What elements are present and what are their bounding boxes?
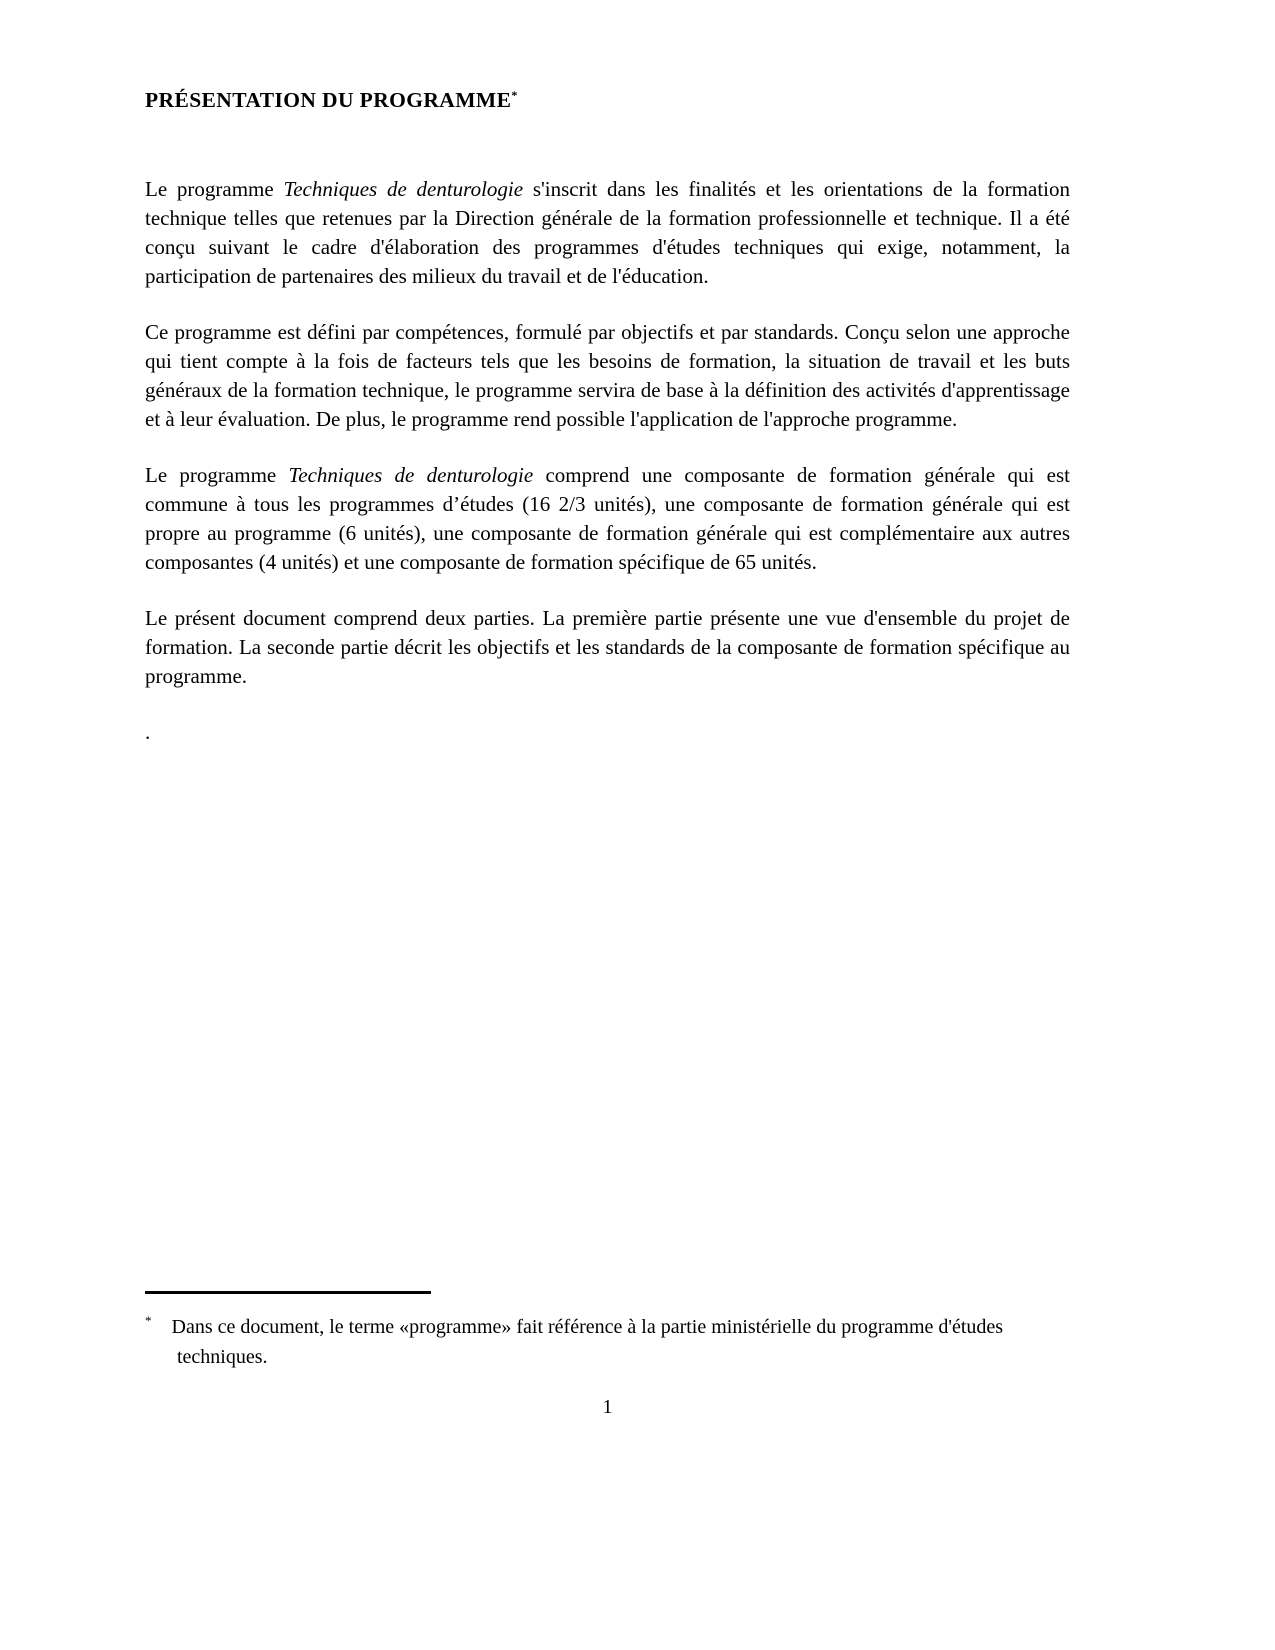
page-title (145, 88, 1070, 113)
title-footnote-marker: * (511, 87, 518, 102)
footnote (145, 1312, 1035, 1372)
paragraph-1 (145, 175, 1070, 291)
footnote-text: Dans ce document, le terme «programme» fait référence à la partie ministérielle du programme d'études techniques. (171, 1316, 1004, 1368)
page-number: 1 (602, 1396, 613, 1418)
paragraph-3 (145, 461, 1070, 577)
document-content (145, 88, 1070, 747)
paragraph-1-seg-1: Le programme (145, 177, 284, 201)
paragraph-3-italic: Techniques de denturologie (288, 463, 534, 487)
paragraph-1-italic: Techniques de denturologie (283, 177, 524, 201)
paragraph-4 (145, 604, 1070, 691)
paragraph-2 (145, 318, 1070, 434)
paragraph-1-seg-3: s'inscrit dans les finalités et les orientations de la formation technique telles que retenues par la Direction générale de la formation professionnelle et technique. Il a été conçu suivant le cadre d'élaboration des programmes d'études techniques qui exige, notamment, la participation de partenaires des milieux du travail et de l'éducation. (145, 177, 1070, 288)
footnote-separator (145, 1291, 431, 1294)
lone-period: . (145, 720, 151, 744)
paragraph-3-seg-3: comprend une composante de formation générale qui est commune à tous les programmes d’études (16 2/3 unités), une composante de formation générale qui est propre au programme (6 unités), une composante de formation générale qui est complémentaire aux autres composantes (4 unités) et une composante de formation spécifique de 65 unités. (145, 463, 1070, 574)
paragraph-4-seg-1: Le présent document comprend deux parties. La première partie présente une vue d'ensemble du projet de formation. La seconde partie décrit les objectifs et les standards de la composante de formation spécifique au programme. (145, 606, 1070, 688)
page-title-text: PRÉSENTATION DU PROGRAMME (145, 88, 512, 112)
paragraph-3-seg-1: Le programme (145, 463, 289, 487)
paragraph-2-seg-1: Ce programme est défini par compétences, formulé par objectifs et par standards. Conçu selon une approche qui tient compte à la fois de facteurs tels que les besoins de formation, la situation de travail et les buts généraux de la formation technique, le programme servira de base à la définition des activités d'apprentissage et à leur évaluation. De plus, le programme rend possible l'application de l'approche programme. (145, 320, 1070, 431)
footnote-marker: * (145, 1313, 152, 1329)
